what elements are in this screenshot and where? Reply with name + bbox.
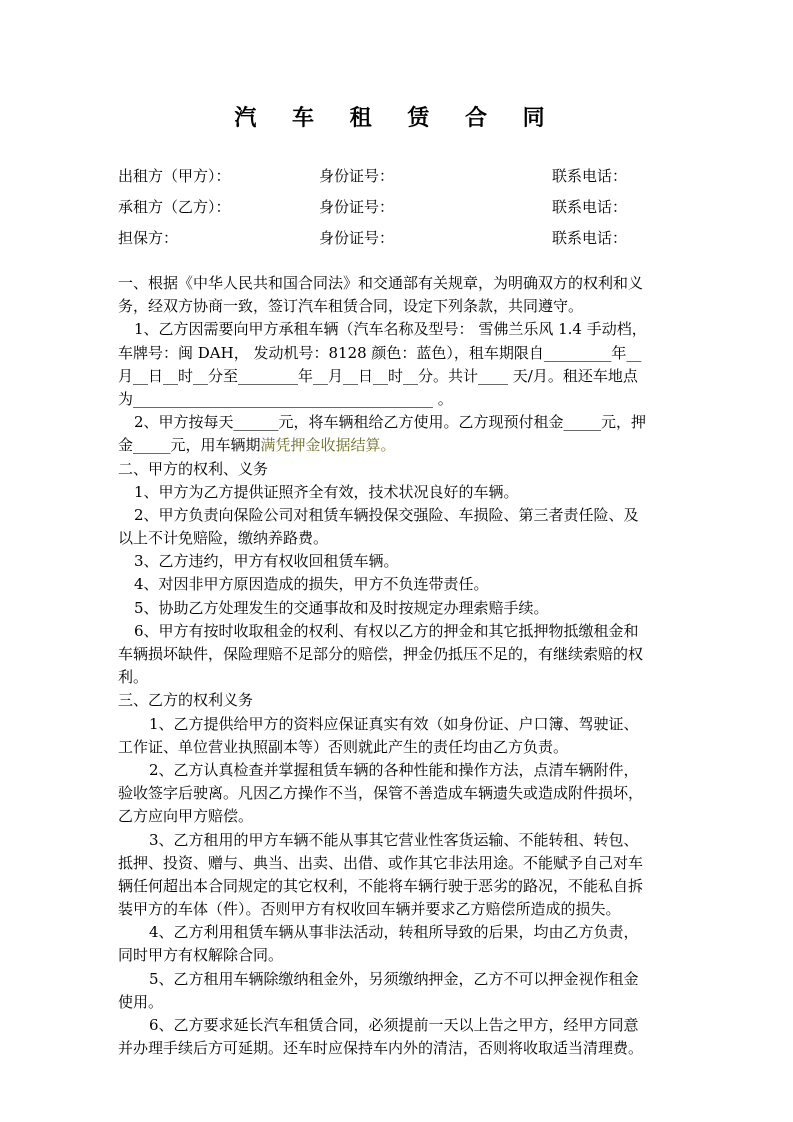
clause-line: 辆任何超出本合同规定的其它权利，不能将车辆行驶于恶劣的路况，不能私自拆 (118, 876, 644, 895)
clause-line: 抵押、投资、赠与、典当、出卖、出借、或作其它非法用途。不能赋予自己对车 (118, 853, 644, 872)
section-heading: 二、甲方的权利、义务 (118, 459, 269, 478)
clause-line: 一、根据《中华人民共和国合同法》和交通部有关规章，为明确双方的权利和义 (118, 274, 644, 292)
clause-line: 务，经双方协商一致，签订汽车租赁合同，设定下列条款，共同遵守。 (118, 297, 584, 316)
clause-line: 3、乙方租用的甲方车辆不能从事其它营业性客货运输、不能转租、转包、 (149, 830, 639, 849)
clause-line: 使用。 (118, 992, 164, 1011)
clause-line: 3、乙方违约，甲方有权收回租赁车辆。 (134, 552, 399, 571)
guarantor-id-label: 身份证号： (319, 229, 395, 247)
clause-line: 2、乙方认真检查并掌握租赁车辆的各种性能和操作方法，点清车辆附件， (149, 760, 639, 779)
guarantor-label: 担保方： (118, 229, 179, 247)
clause-line: 车辆损坏缺件，保险理赔不足部分的赔偿，押金仍抵压不足的，有继续索赔的权 (118, 645, 644, 663)
clause-line: 1、乙方因需要向甲方承租车辆（汽车名称及型号： 雪佛兰乐风 1.4 手动档， (134, 320, 647, 339)
lessee-row (118, 196, 698, 220)
clause-line: 为________________________________________ 。 (118, 389, 453, 408)
clause-line: 1、乙方提供给甲方的资料应保证真实有效（如身份证、户口簿、驾驶证、 (149, 714, 639, 733)
clause-line: 验收签字后驶离。凡因乙方操作不当，保管不善造成车辆遗失或造成附件损坏， (118, 784, 644, 803)
guarantor-phone-label: 联系电话： (552, 229, 628, 247)
lessee-label: 承租方（乙方）： (118, 198, 231, 216)
clause-line: 同时甲方有权解除合同。 (118, 946, 284, 965)
clause-line: 2、甲方负责向保险公司对租赁车辆投保交强险、车损险、第三者责任险、及 (134, 505, 639, 524)
lessor-label: 出租方（甲方）： (118, 167, 231, 185)
clause-line: 并办理手续后方可延期。还车时应保持车内外的清洁，否则将收取适当清理费。 (118, 1039, 644, 1058)
lessee-phone-label: 联系电话： (552, 198, 628, 216)
clause-line: 5、乙方租用车辆除缴纳租金外，另须缴纳押金，乙方不可以押金视作租金 (149, 969, 639, 988)
clause-line: 6、乙方要求延长汽车租赁合同，必须提前一天以上告之甲方，经甲方同意 (149, 1016, 639, 1034)
document-title: 汽 车 租 赁 合 同 (234, 105, 559, 131)
clause-line: 4、乙方利用租赁车辆从事非法活动，转租所导致的后果，均由乙方负责， (149, 923, 639, 942)
lessee-id-label: 身份证号： (319, 198, 395, 216)
clause-line: 6、甲方有按时收取租金的权利、有权以乙方的押金和其它抵押物抵缴租金和 (134, 621, 639, 640)
clause-line: 5、协助乙方处理发生的交通事故和及时按规定办理索赔手续。 (134, 598, 549, 617)
clause-text: 金_____元，用车辆期 (118, 436, 261, 455)
clause-line: 装甲方的车体（件）。否则甲方有权收回车辆并要求乙方赔偿所造成的损失。 (118, 900, 621, 919)
lessor-row (118, 165, 698, 189)
clause-line: 2、甲方按每天______元，将车辆租给乙方使用。乙方现预付租金_____元，押 (134, 413, 647, 432)
clause-line (118, 434, 676, 457)
lessor-id-label: 身份证号： (319, 167, 395, 185)
contract-body (118, 272, 676, 1060)
highlighted-text: 满凭押金收据结算。 (260, 436, 396, 455)
clause-line: 1、甲方为乙方提供证照齐全有效，技术状况良好的车辆。 (134, 482, 519, 501)
clause-line: 4、对因非甲方原因造成的损失，甲方不负连带责任。 (134, 575, 489, 594)
guarantor-row (118, 227, 698, 251)
section-heading: 三、乙方的权利义务 (118, 691, 254, 710)
lessor-phone-label: 联系电话： (552, 167, 628, 185)
clause-line: 车牌号：闽 DAH， 发动机号：8128 颜色：蓝色），租车期限自_________年__ (118, 343, 642, 362)
clause-line: 乙方应向甲方赔偿。 (118, 807, 254, 826)
clause-line: 以上不计免赔险，缴纳养路费。 (118, 529, 329, 548)
clause-line: 利。 (118, 668, 149, 687)
clause-line: 工作证、单位营业执照副本等）否则就此产生的责任均由乙方负责。 (118, 737, 569, 756)
clause-line: 月__日__时__分至________年__月__日__时__分。共计____ 天/月。租还车地点 (118, 366, 638, 385)
